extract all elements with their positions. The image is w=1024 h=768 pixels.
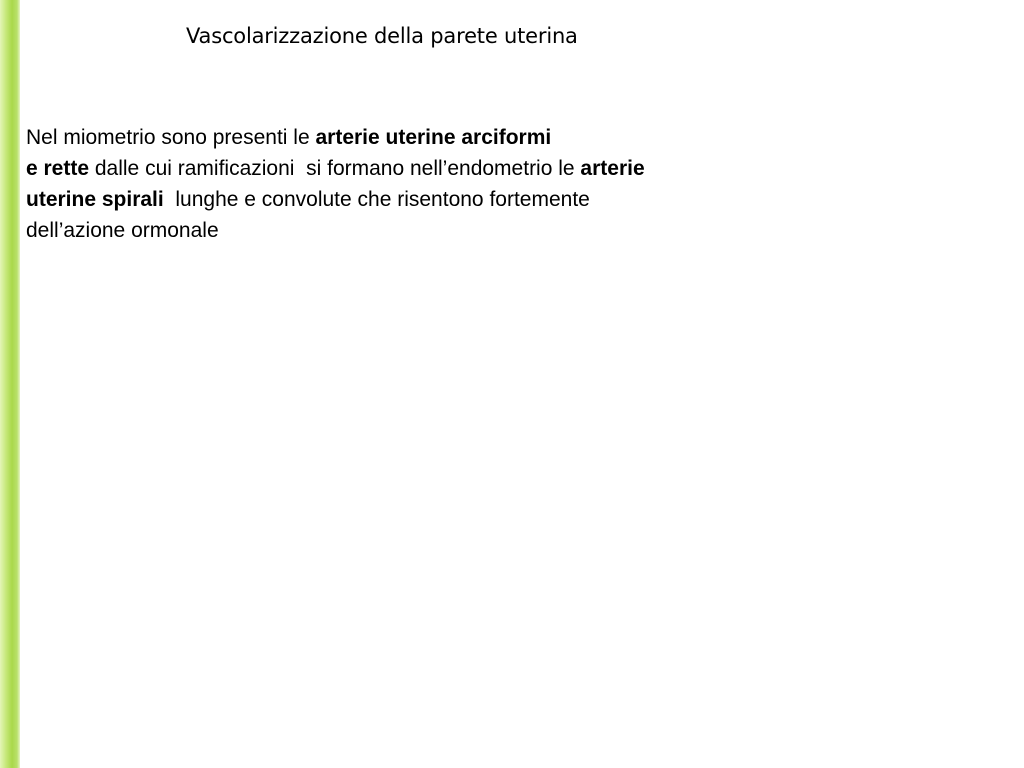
- body-bold-segment: uterine spirali: [26, 188, 164, 211]
- body-text-segment: dell’azione ormonale: [26, 219, 219, 242]
- slide-accent-bar: [0, 0, 20, 768]
- body-bold-segment: arterie uterine arciformi: [315, 126, 552, 149]
- slide-title: Vascolarizzazione della parete uterina: [186, 24, 578, 48]
- body-bold-segment: e rette: [26, 157, 90, 180]
- body-line-1: [26, 122, 806, 153]
- slide-body-paragraph: [26, 122, 806, 246]
- body-line-4: [26, 215, 806, 246]
- body-text-segment: dalle cui ramificazioni si formano nell’endometrio le: [89, 157, 581, 180]
- body-line-2: [26, 153, 806, 184]
- body-bold-segment: arterie: [580, 157, 645, 180]
- body-line-3: [26, 184, 806, 215]
- body-text-segment: Nel miometrio sono presenti le: [26, 126, 316, 149]
- body-text-segment: lunghe e convolute che risentono fortemente: [163, 188, 590, 211]
